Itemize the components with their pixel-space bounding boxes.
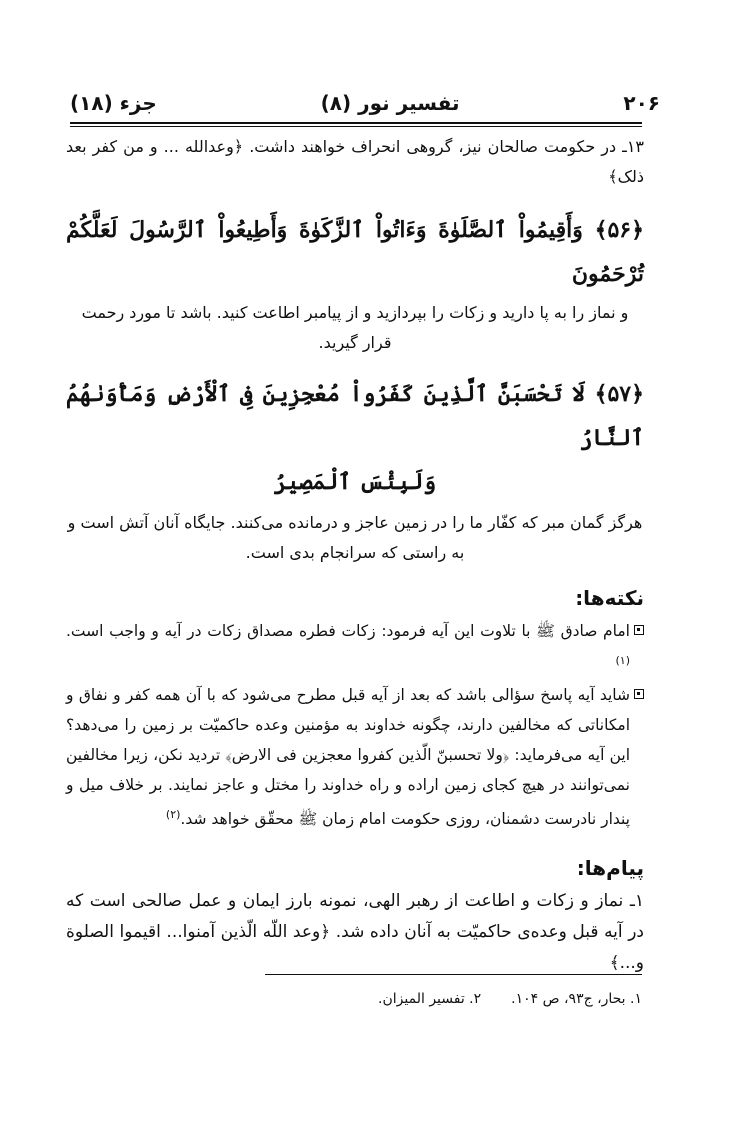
book-title: تفسیر نور (۸) [320,91,460,115]
verse-56: ﴿۵۶﴾ وَأَقِيمُواْ ٱلصَّلَوٰةَ وَءَاتُواْ ٱلزَّكَوٰةَ وَأَطِيعُواْ ٱلرَّسُولَ لَعَلَّكُمْ تُرْحَمُونَ [66,217,644,287]
note-text-wrap [66,680,630,834]
intro-point: ۱۳ـ در حکومت صالحان نیز، گروهی انحراف خواهند داشت. ﴿وعدالله ... و من کفر بعد ذلک﴾ [66,137,644,186]
note-item [66,616,644,680]
message-item: ۱ـ نماز و زکات و اطاعت از رهبر الهی، نمونه بارز ایمان و عمل صالحی است که در آیه قبل وعده‌ی حاکمیّت به آنان داده شد. ﴿وعد اللّه الّذین آمنوا... اقیموا الصلوة و...﴾ [66,891,644,974]
note-text: امام صادق ﷺ با تلاوت این آیه فرمود: زکات فطره مصداق زکات در آیه و واجب است. [66,622,630,640]
note-text: شاید آیه پاسخ سؤالی باشد که بعد از آیه قبل مطرح می‌شود که با آن همه کفر و نفاق و امکاناتی که مخالفین دارند، چگونه خداوند به مؤمنین وعده حاکمیّت بر زمین را می‌دهد؟ این آیه می‌فرماید: ﴿ولا تحسبنّ الّذین کفروا معجزین فی الارض﴾ تردید نکن، زیرا مخالفین نمی‌توانند در هیچ کجای زمین اراده و راه خداوند را مختل و عاجز نمایند. بر خلاف میل و پندار نادرست دشمنان، روزی حکومت امام زمان ﷺ محقّق خواهد شد. [66,686,630,829]
notes-heading: نکته‌ها: [575,586,644,610]
page-body [66,132,644,979]
header-rule-thin [70,126,642,127]
footnote-rule [265,974,642,975]
footnotes [265,988,642,1010]
verse-57-line2: وَلَبِئْسَ ٱلْمَصِيرُ [273,469,437,495]
footnote-ref: (۱) [615,654,630,667]
juz-label: جزء (۱۸) [70,91,157,115]
page-header [70,88,660,118]
footnote-2: ۲. تفسیر المیزان. [378,991,482,1007]
square-bullet-icon [634,689,644,699]
translation-56: و نماز را به پا دارید و زکات را بپردازید و از پیامبر اطاعت کنید. باشد تا مورد رحمت قرار گیرید. [81,303,629,352]
note-item [66,680,644,834]
square-bullet-icon [634,625,644,635]
page-number: ۲۰۶ [623,91,660,115]
header-rule [70,122,642,124]
footnote-ref: (۲) [165,808,181,822]
note-text-wrap [66,616,630,680]
footnote-1: ۱. بحار، ج۹۳، ص ۱۰۴. [511,991,642,1007]
translation-57: هرگز گمان مبر که کفّار ما را در زمین عاجز و درمانده می‌کنند. جایگاه آنان آتش است و به راستی که سرانجام بدی است. [67,513,643,562]
messages-heading: پیام‌ها: [576,856,644,881]
verse-57-line1: ﴿۵۷﴾ لَا تَحْسَبَنَّ ٱلَّذِينَ كَفَرُواْ مُعْجِزِينَ فِى ٱلْأَرْضِ وَمَأْوَىٰهُمُ ٱلنَّارُ [66,381,644,451]
